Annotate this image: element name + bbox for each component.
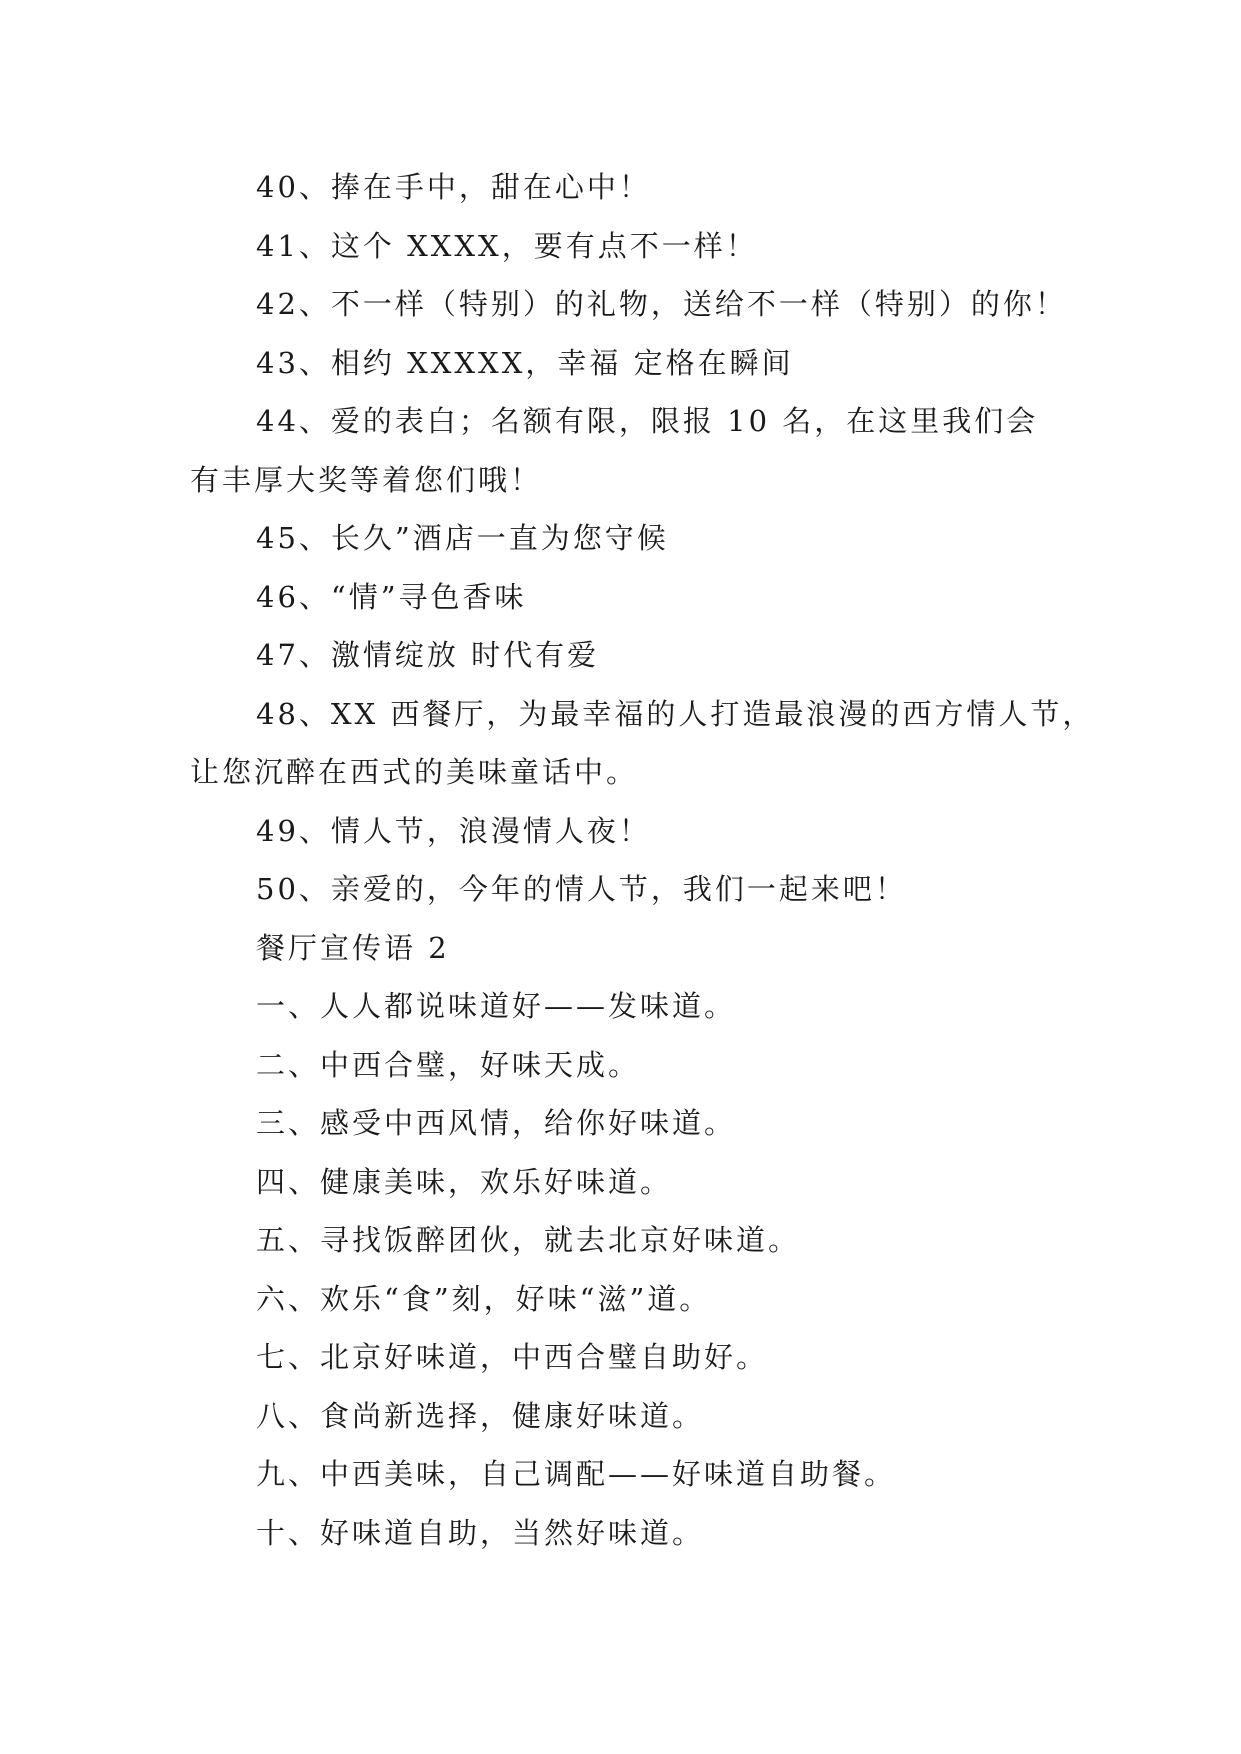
section-heading: 餐厅宣传语 2 [256,930,450,965]
text-line-2: 二、中西合璧，好味天成。 [256,1047,641,1082]
text-line-40: 40、捧在手中，甜在心中！ [256,170,651,204]
text-line-44-cont: 有丰厚大奖等着您们哦！ [190,462,543,497]
text-line-42: 42、不一样（特别）的礼物，送给不一样（特别）的你！ [256,287,1067,321]
text-line-7: 七、北京好味道，中西合璧自助好。 [256,1340,769,1374]
document-body [190,158,1095,1562]
text-line-47: 47、激情绽放 时代有爱 [256,638,600,672]
text-line-44: 44、爱的表白；名额有限，限报 10 名，在这里我们会 [256,404,1039,438]
text-line-4: 四、健康美味，欢乐好味道。 [256,1164,673,1199]
text-line-48: 48、XX 西餐厅，为最幸福的人打造最浪漫的西方情人节， [256,696,1095,731]
text-line-9: 九、中西美味，自己调配——好味道自助餐。 [256,1457,897,1491]
text-line-43: 43、相约 XXXXX，幸福 定格在瞬间 [256,345,794,380]
text-line-46: 46、“情”寻色香味 [256,579,527,614]
text-line-48-cont: 让您沉醉在西式的美味童话中。 [190,755,639,789]
text-line-49: 49、情人节，浪漫情人夜！ [256,813,651,848]
text-line-3: 三、感受中西风情，给你好味道。 [256,1106,737,1140]
text-line-45: 45、长久”酒店一直为您守候 [256,521,669,555]
text-line-5: 五、寻找饭醉团伙，就去北京好味道。 [256,1223,801,1257]
text-line-1: 一、人人都说味道好——发味道。 [256,989,737,1023]
text-line-6: 六、欢乐“食”刻，好味“滋”道。 [256,1281,712,1316]
text-line-8: 八、食尚新选择，健康好味道。 [256,1398,705,1433]
text-line-10: 十、好味道自助，当然好味道。 [256,1515,705,1550]
text-line-41: 41、这个 XXXX，要有点不一样！ [256,228,758,263]
text-line-50: 50、亲爱的，今年的情人节，我们一起来吧！ [256,872,907,906]
